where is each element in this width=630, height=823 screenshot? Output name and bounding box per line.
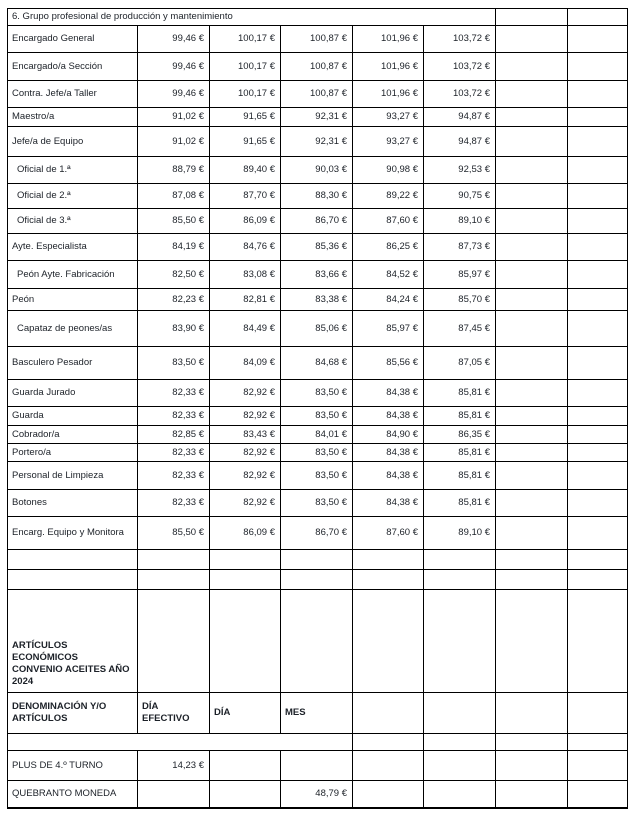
salary-value-cell: 85,56 €: [353, 347, 424, 380]
empty-cell: [568, 261, 628, 289]
articles-title-row: [8, 590, 628, 693]
empty-cell: [568, 289, 628, 311]
salary-value-cell: 83,08 €: [210, 261, 281, 289]
empty-cell: [424, 751, 496, 781]
salary-value-cell: 84,90 €: [353, 426, 424, 444]
empty-cell: [138, 570, 210, 590]
salary-value-cell: 103,72 €: [424, 53, 496, 81]
salary-value-cell: 91,65 €: [210, 108, 281, 127]
job-title-cell: Botones: [8, 490, 138, 517]
salary-value-cell: 85,50 €: [138, 517, 210, 550]
job-title-cell: Oficial de 1.ª: [8, 157, 138, 184]
job-title-cell: Maestro/a: [8, 108, 138, 127]
salary-value-cell: 82,85 €: [138, 426, 210, 444]
salary-value-cell: 92,31 €: [281, 108, 353, 127]
job-title-cell: Basculero Pesador: [8, 347, 138, 380]
empty-cell: [568, 81, 628, 108]
empty-cell: [568, 462, 628, 490]
dia-efectivo-header-line: DÍA: [142, 701, 159, 712]
salary-value-cell: 83,50 €: [281, 444, 353, 462]
salary-value-cell: 85,81 €: [424, 380, 496, 407]
empty-cell: [424, 590, 496, 693]
salary-value-cell: 100,87 €: [281, 53, 353, 81]
empty-cell: [353, 693, 424, 734]
mes-value-cell: 48,79 €: [281, 781, 353, 808]
empty-cell: [496, 347, 568, 380]
empty-cell: [496, 693, 568, 734]
salary-row: [8, 289, 628, 311]
empty-cell: [8, 550, 138, 570]
salary-value-cell: 85,06 €: [281, 311, 353, 347]
salary-row: [8, 407, 628, 426]
job-title-cell: Peón Ayte. Fabricación: [8, 261, 138, 289]
empty-cell: [424, 693, 496, 734]
empty-cell: [8, 570, 138, 590]
salary-value-cell: 93,27 €: [353, 127, 424, 157]
salary-row: [8, 234, 628, 261]
articles-title-line: CONVENIO ACEITES AÑO: [12, 664, 130, 675]
salary-row: [8, 209, 628, 234]
empty-cell: [568, 570, 628, 590]
empty-cell: [568, 590, 628, 693]
empty-cell: [568, 9, 628, 26]
dia-value-cell: [210, 781, 281, 808]
salary-row: [8, 517, 628, 550]
salary-value-cell: 83,50 €: [138, 347, 210, 380]
empty-cell: [496, 9, 568, 26]
job-title-cell: Cobrador/a: [8, 426, 138, 444]
salary-value-cell: 85,70 €: [424, 289, 496, 311]
empty-cell: [281, 570, 353, 590]
salary-value-cell: 85,81 €: [424, 490, 496, 517]
salary-value-cell: 82,92 €: [210, 407, 281, 426]
mes-header-cell: MES: [281, 693, 353, 734]
salary-value-cell: 82,50 €: [138, 261, 210, 289]
salary-value-cell: 88,30 €: [281, 184, 353, 209]
salary-value-cell: 82,33 €: [138, 490, 210, 517]
salary-value-cell: 84,38 €: [353, 462, 424, 490]
empty-cell: [496, 127, 568, 157]
articles-title-line: ARTÍCULOS ECONÓMICOS: [12, 640, 78, 663]
section-header-body: [8, 9, 628, 26]
empty-cell: [496, 444, 568, 462]
job-title-cell: Encargado General: [8, 26, 138, 53]
salary-value-cell: 84,49 €: [210, 311, 281, 347]
empty-cell: [496, 26, 568, 53]
salary-row: [8, 127, 628, 157]
salary-value-cell: 83,50 €: [281, 462, 353, 490]
salary-value-cell: 87,08 €: [138, 184, 210, 209]
salary-value-cell: 84,38 €: [353, 490, 424, 517]
empty-cell: [496, 751, 568, 781]
empty-cell: [568, 380, 628, 407]
salary-value-cell: 85,81 €: [424, 462, 496, 490]
salary-row: [8, 26, 628, 53]
salary-value-cell: 103,72 €: [424, 26, 496, 53]
empty-cell: [496, 781, 568, 808]
salary-value-cell: 85,97 €: [353, 311, 424, 347]
salary-row: [8, 426, 628, 444]
job-title-cell: Jefe/a de Equipo: [8, 127, 138, 157]
salary-value-cell: 100,17 €: [210, 26, 281, 53]
empty-cell: [138, 590, 210, 693]
salary-value-cell: 82,92 €: [210, 380, 281, 407]
salary-row: [8, 108, 628, 127]
empty-cell: [496, 53, 568, 81]
article-label-cell: PLUS DE 4.º TURNO: [8, 751, 138, 781]
salary-value-cell: 86,70 €: [281, 209, 353, 234]
salary-value-cell: 88,79 €: [138, 157, 210, 184]
job-title-cell: Guarda Jurado: [8, 380, 138, 407]
salary-row: [8, 347, 628, 380]
empty-cell: [568, 444, 628, 462]
salary-value-cell: 90,98 €: [353, 157, 424, 184]
salary-value-cell: 86,09 €: [210, 209, 281, 234]
empty-cell: [353, 570, 424, 590]
salary-value-cell: 101,96 €: [353, 26, 424, 53]
salary-value-cell: 83,90 €: [138, 311, 210, 347]
empty-cell: [568, 311, 628, 347]
salary-value-cell: 90,75 €: [424, 184, 496, 209]
empty-cell: [568, 751, 628, 781]
empty-cell: [568, 234, 628, 261]
empty-cell: [138, 550, 210, 570]
empty-cell: [568, 517, 628, 550]
salary-value-cell: 83,50 €: [281, 407, 353, 426]
empty-cell: [353, 751, 424, 781]
salary-value-cell: 83,38 €: [281, 289, 353, 311]
empty-cell: [496, 407, 568, 426]
empty-cell: [568, 693, 628, 734]
salary-value-cell: 84,38 €: [353, 444, 424, 462]
plus-turno-row: [8, 751, 628, 781]
salary-row: [8, 261, 628, 289]
articles-header-row: [8, 693, 628, 734]
empty-cell: [496, 108, 568, 127]
denomination-header-line: ARTÍCULOS: [12, 713, 68, 724]
salary-value-cell: 92,53 €: [424, 157, 496, 184]
salary-row: [8, 81, 628, 108]
salary-value-cell: 99,46 €: [138, 26, 210, 53]
empty-cell: [353, 590, 424, 693]
denomination-header-line: DENOMINACIÓN Y/O: [12, 701, 107, 712]
empty-cell: [568, 407, 628, 426]
salary-value-cell: 91,02 €: [138, 108, 210, 127]
job-title-cell: Peón: [8, 289, 138, 311]
section-header-row: [8, 9, 628, 26]
empty-cell: [496, 462, 568, 490]
job-title-cell: Oficial de 3.ª: [8, 209, 138, 234]
job-title-cell: Encargado/a Sección: [8, 53, 138, 81]
salary-value-cell: 89,22 €: [353, 184, 424, 209]
dia-efectivo-value-cell: [138, 781, 210, 808]
empty-cell: [568, 550, 628, 570]
job-title-cell: Ayte. Especialista: [8, 234, 138, 261]
empty-cell: [496, 380, 568, 407]
salary-value-cell: 89,40 €: [210, 157, 281, 184]
mes-value-cell: [281, 751, 353, 781]
empty-cell: [568, 108, 628, 127]
salary-value-cell: 89,10 €: [424, 517, 496, 550]
empty-cell: [568, 734, 628, 751]
empty-cell: [568, 347, 628, 380]
empty-cell: [496, 550, 568, 570]
empty-cell: [353, 734, 424, 751]
salary-value-cell: 85,97 €: [424, 261, 496, 289]
job-title-cell: Personal de Limpieza: [8, 462, 138, 490]
dia-efectivo-header-line: EFECTIVO: [142, 713, 190, 724]
salary-value-cell: 87,60 €: [353, 209, 424, 234]
salary-value-cell: 82,92 €: [210, 462, 281, 490]
section-header-cell: 6. Grupo profesional de producción y mantenimiento: [8, 9, 496, 26]
salary-value-cell: 84,01 €: [281, 426, 353, 444]
salary-value-cell: 82,92 €: [210, 490, 281, 517]
job-title-cell: Capataz de peones/as: [8, 311, 138, 347]
salary-value-cell: 82,33 €: [138, 380, 210, 407]
salary-value-cell: 83,50 €: [281, 490, 353, 517]
empty-cell: [210, 570, 281, 590]
bottom-body: [8, 550, 628, 808]
salary-value-cell: 85,50 €: [138, 209, 210, 234]
empty-cell: [353, 550, 424, 570]
salary-table: [7, 8, 628, 809]
salary-value-cell: 86,70 €: [281, 517, 353, 550]
salary-value-cell: 85,81 €: [424, 444, 496, 462]
salary-value-cell: 101,96 €: [353, 53, 424, 81]
salary-value-cell: 84,09 €: [210, 347, 281, 380]
empty-cell: [424, 734, 496, 751]
salary-value-cell: 91,65 €: [210, 127, 281, 157]
empty-cell: [496, 517, 568, 550]
salary-value-cell: 100,17 €: [210, 53, 281, 81]
salary-value-cell: 101,96 €: [353, 81, 424, 108]
salary-value-cell: 86,35 €: [424, 426, 496, 444]
salary-value-cell: 100,87 €: [281, 81, 353, 108]
empty-cell: [568, 26, 628, 53]
salary-value-cell: 82,33 €: [138, 462, 210, 490]
empty-cell: [568, 127, 628, 157]
salary-value-cell: 82,92 €: [210, 444, 281, 462]
salary-value-cell: 100,17 €: [210, 81, 281, 108]
salary-value-cell: 94,87 €: [424, 127, 496, 157]
salary-row: [8, 380, 628, 407]
salary-value-cell: 82,23 €: [138, 289, 210, 311]
salary-value-cell: 84,76 €: [210, 234, 281, 261]
empty-cell: [496, 261, 568, 289]
dia-efectivo-value-cell: 14,23 €: [138, 751, 210, 781]
salary-value-cell: 85,36 €: [281, 234, 353, 261]
salary-value-cell: 91,02 €: [138, 127, 210, 157]
empty-cell: [281, 590, 353, 693]
salary-value-cell: 94,87 €: [424, 108, 496, 127]
empty-cell: [496, 289, 568, 311]
dia-value-cell: [210, 751, 281, 781]
quebranto-moneda-row: [8, 781, 628, 808]
salary-value-cell: 82,33 €: [138, 407, 210, 426]
salary-value-cell: 87,05 €: [424, 347, 496, 380]
salary-value-cell: 86,09 €: [210, 517, 281, 550]
salary-value-cell: 84,52 €: [353, 261, 424, 289]
salary-value-cell: 92,31 €: [281, 127, 353, 157]
empty-cell: [496, 209, 568, 234]
job-title-cell: Guarda: [8, 407, 138, 426]
salary-row: [8, 157, 628, 184]
salary-row: [8, 184, 628, 209]
salary-value-cell: 83,43 €: [210, 426, 281, 444]
salary-value-cell: 82,33 €: [138, 444, 210, 462]
job-title-cell: Encarg. Equipo y Monitora: [8, 517, 138, 550]
salary-value-cell: 93,27 €: [353, 108, 424, 127]
salary-value-cell: 87,70 €: [210, 184, 281, 209]
salary-rows-body: [8, 26, 628, 550]
salary-value-cell: 82,81 €: [210, 289, 281, 311]
empty-cell: [496, 490, 568, 517]
salary-value-cell: 89,10 €: [424, 209, 496, 234]
empty-cell: [353, 781, 424, 808]
empty-cell: [496, 311, 568, 347]
job-title-cell: Oficial de 2.ª: [8, 184, 138, 209]
salary-value-cell: 87,45 €: [424, 311, 496, 347]
salary-value-cell: 83,50 €: [281, 380, 353, 407]
salary-value-cell: 84,19 €: [138, 234, 210, 261]
salary-row: [8, 311, 628, 347]
salary-value-cell: 99,46 €: [138, 53, 210, 81]
thin-spacer-row: [8, 734, 628, 751]
salary-value-cell: 87,73 €: [424, 234, 496, 261]
empty-cell: [424, 570, 496, 590]
empty-cell: [568, 209, 628, 234]
salary-value-cell: 84,24 €: [353, 289, 424, 311]
empty-cell: [568, 53, 628, 81]
salary-row: [8, 462, 628, 490]
empty-cell: [424, 781, 496, 808]
articles-title-line: 2024: [12, 676, 34, 687]
salary-value-cell: 100,87 €: [281, 26, 353, 53]
empty-cell: [496, 157, 568, 184]
empty-cell: [496, 426, 568, 444]
spacer-row: [8, 570, 628, 590]
salary-value-cell: 99,46 €: [138, 81, 210, 108]
empty-cell: [496, 590, 568, 693]
salary-value-cell: 84,38 €: [353, 407, 424, 426]
empty-cell: [496, 734, 568, 751]
spacer-row: [8, 550, 628, 570]
empty-cell: [281, 550, 353, 570]
salary-value-cell: 90,03 €: [281, 157, 353, 184]
empty-cell: [568, 490, 628, 517]
dia-header-cell: DÍA: [210, 693, 281, 734]
empty-cell: [568, 426, 628, 444]
merged-empty-cell: [8, 734, 353, 751]
empty-cell: [568, 781, 628, 808]
dia-efectivo-header-cell: [138, 693, 210, 734]
salary-row: [8, 444, 628, 462]
articles-title-cell: [8, 590, 138, 693]
empty-cell: [210, 550, 281, 570]
salary-value-cell: 87,60 €: [353, 517, 424, 550]
empty-cell: [424, 550, 496, 570]
empty-cell: [496, 570, 568, 590]
empty-cell: [496, 184, 568, 209]
salary-value-cell: 86,25 €: [353, 234, 424, 261]
salary-value-cell: 84,68 €: [281, 347, 353, 380]
empty-cell: [568, 157, 628, 184]
article-label-cell: QUEBRANTO MONEDA: [8, 781, 138, 808]
empty-cell: [568, 184, 628, 209]
denomination-header-cell: [8, 693, 138, 734]
salary-value-cell: 83,66 €: [281, 261, 353, 289]
salary-row: [8, 490, 628, 517]
empty-cell: [496, 234, 568, 261]
job-title-cell: Portero/a: [8, 444, 138, 462]
salary-value-cell: 103,72 €: [424, 81, 496, 108]
salary-value-cell: 85,81 €: [424, 407, 496, 426]
empty-cell: [210, 590, 281, 693]
salary-row: [8, 53, 628, 81]
empty-cell: [496, 81, 568, 108]
job-title-cell: Contra. Jefe/a Taller: [8, 81, 138, 108]
salary-value-cell: 84,38 €: [353, 380, 424, 407]
